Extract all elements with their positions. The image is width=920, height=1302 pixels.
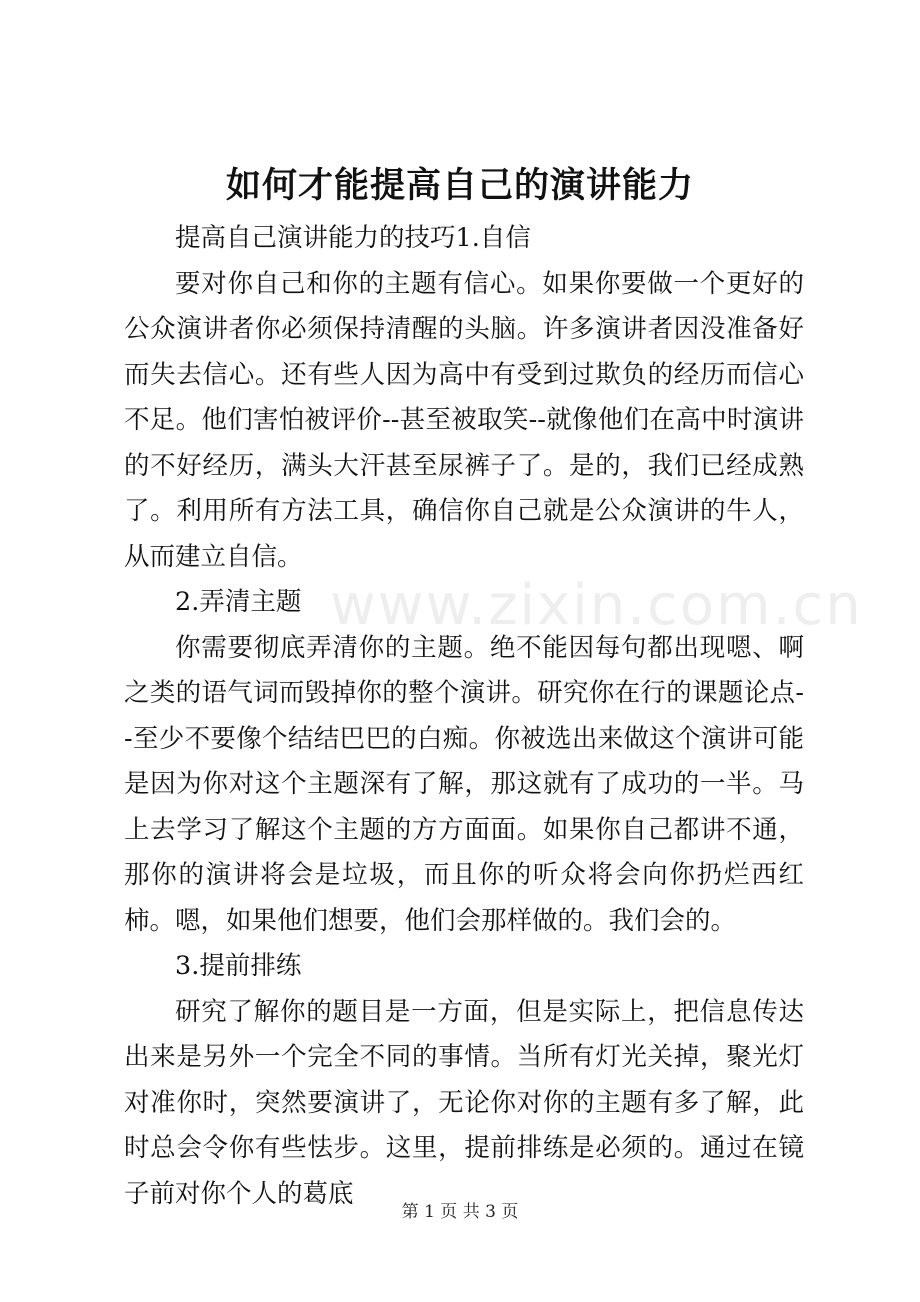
page-footer: 第 1 页 共 3 页 (401, 1202, 519, 1222)
document-title: 如何才能提高自己的演讲能力 (225, 165, 694, 206)
document-body (124, 216, 863, 1217)
paragraph-understand-topic: 你需要彻底弄清你的主题。绝不能因每句都出现嗯、啊之类的语气词而毁掉你的整个演讲。研究你在行的课题论点--至少不要像个结结巴巴的白痴。你被选出来做这个演讲可能是因为你对这个主题深有了解，那这就有了成功的一半。马上去学习了解这个主题的方方面面。如果你自己都讲不通，那你的演讲将会是垃圾，而且你的听众将会向你扔烂西红柿。嗯，如果他们想要，他们会那样做的。我们会的。 (124, 632, 804, 936)
paragraph-rehearse: 研究了解你的题目是一方面，但是实际上，把信息传达出来是另外一个完全不同的事情。当所有灯光关掉，聚光灯对准你时，突然要演讲了，无论你对你的主题有多了解，此时总会令你有些怯步。这里，提前排练是必须的。通过在镜子前对你个人的葛底 (124, 996, 804, 1209)
paragraph-heading-3: 3.提前排练 (175, 951, 302, 981)
paragraph-intro: 提高自己演讲能力的技巧1.自信 (175, 223, 531, 253)
watermark: www.zixin.com.cn (330, 573, 863, 638)
paragraph-heading-2: 2.弄清主题 (175, 587, 302, 617)
paragraph-confidence: 要对你自己和你的主题有信心。如果你要做一个更好的公众演讲者你必须保持清醒的头脑。许多演讲者因没准备好而失去信心。还有些人因为高中有受到过欺负的经历而信心不足。他们害怕被评价--甚至被取笑--就像他们在高中时演讲的不好经历，满头大汗甚至尿裤子了。是的，我们已经成熟了。利用所有方法工具，确信你自己就是公众演讲的牛人，从而建立自信。 (124, 268, 804, 572)
